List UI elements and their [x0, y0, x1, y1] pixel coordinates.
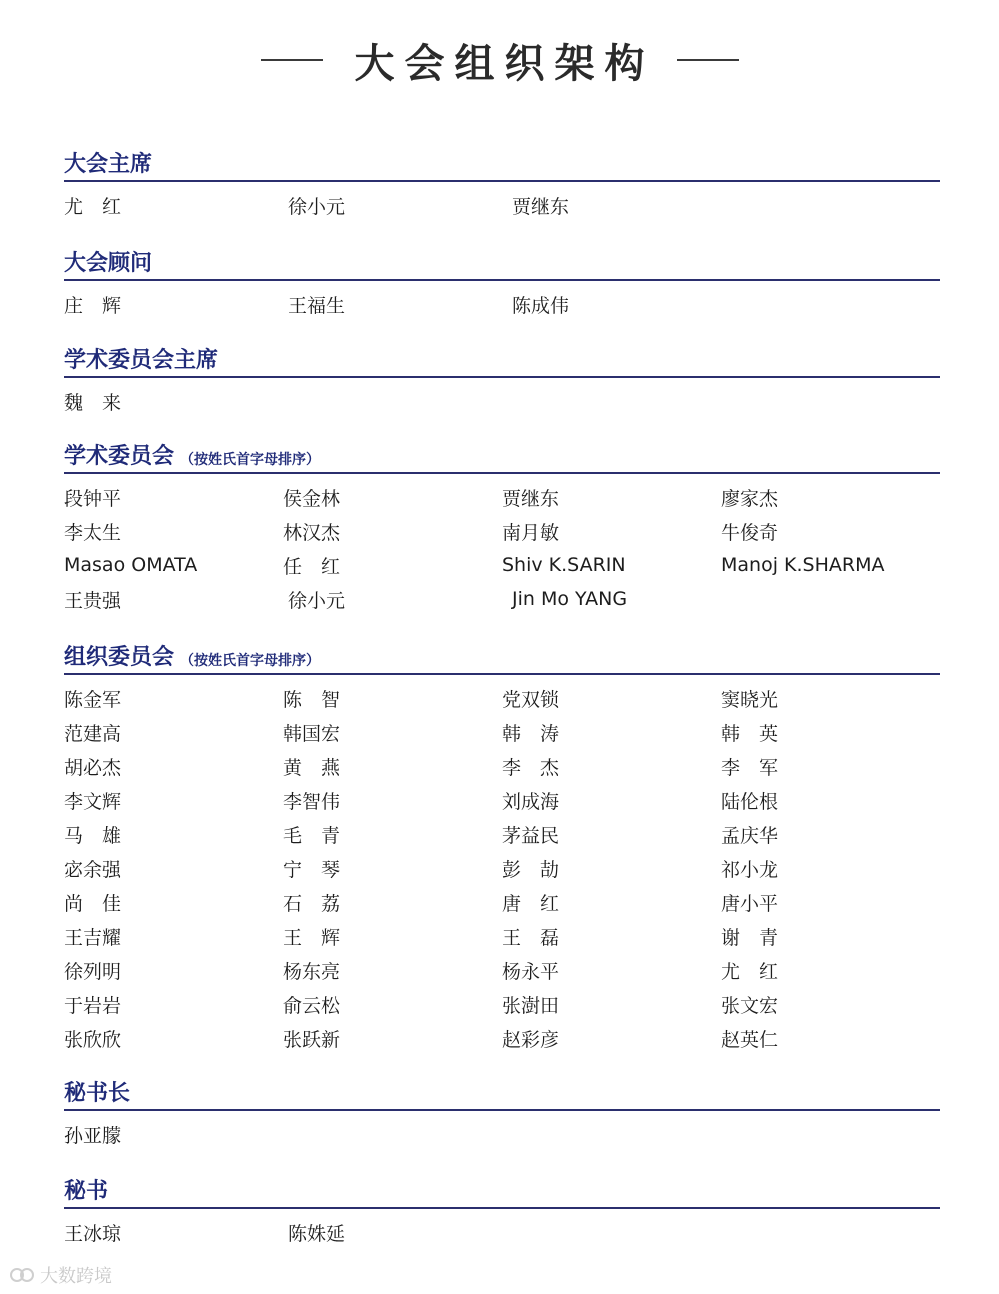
section-header [64, 247, 940, 281]
name-row [64, 851, 940, 885]
member-name: 孙亚朦 [64, 1124, 122, 1147]
member-name: 唐小平 [721, 892, 779, 915]
member-name: 尤 红 [64, 195, 122, 218]
member-name: 魏 来 [64, 391, 122, 414]
section-title: 大会主席 [64, 152, 153, 177]
title-left-rule [261, 59, 323, 61]
section [64, 1175, 940, 1249]
section-title: 组织委员会 [64, 645, 175, 670]
member-name: 徐小元 [288, 589, 346, 612]
member-name: 韩国宏 [283, 722, 341, 745]
section-note: （按姓氏首字母排序） [180, 653, 321, 669]
name-list [64, 1117, 940, 1151]
watermark [10, 1262, 112, 1288]
member-name: 宁 琴 [283, 858, 341, 881]
member-name: 陈 智 [283, 688, 341, 711]
member-name: 李 军 [721, 756, 779, 779]
section-title: 学术委员会 [64, 444, 175, 469]
name-row [64, 1021, 940, 1055]
section [64, 440, 940, 616]
name-row [64, 188, 940, 222]
name-list [64, 681, 940, 1055]
member-name: 张跃新 [283, 1028, 341, 1051]
member-name: 祁小龙 [721, 858, 779, 881]
name-row [64, 817, 940, 851]
section [64, 641, 940, 1055]
watermark-text: 大数跨境 [40, 1266, 112, 1287]
member-name: 王冰琼 [64, 1222, 122, 1245]
member-name: 庄 辉 [64, 294, 122, 317]
name-row [64, 1215, 940, 1249]
member-name: Shiv K.SARIN [502, 554, 626, 576]
member-name: 李太生 [64, 521, 122, 544]
member-name: 宓余强 [64, 858, 122, 881]
member-name: 陈金军 [64, 688, 122, 711]
member-name: 谢 青 [721, 926, 779, 949]
section-title: 大会顾问 [64, 251, 153, 276]
member-name: 李 杰 [502, 756, 560, 779]
section [64, 1077, 940, 1151]
member-name: Jin Mo YANG [512, 588, 628, 610]
member-name: 段钟平 [64, 487, 122, 510]
member-name: 赵彩彦 [502, 1028, 560, 1051]
name-row [64, 783, 940, 817]
member-name: 俞云松 [283, 994, 341, 1017]
section-header [64, 641, 940, 675]
section-note: （按姓氏首字母排序） [180, 452, 321, 468]
member-name: 赵英仁 [721, 1028, 779, 1051]
section-title: 秘书长 [64, 1081, 131, 1106]
name-row [64, 1117, 940, 1151]
member-name: 张欣欣 [64, 1028, 122, 1051]
name-row [64, 987, 940, 1021]
section-header [64, 1175, 940, 1209]
section-title: 学术委员会主席 [64, 348, 219, 373]
section [64, 148, 940, 222]
member-name: 李智伟 [283, 790, 341, 813]
member-name: 刘成海 [502, 790, 560, 813]
member-name: 任 红 [283, 555, 341, 578]
member-name: 杨永平 [502, 960, 560, 983]
member-name: 王贵强 [64, 589, 122, 612]
name-row [64, 384, 940, 418]
member-name: 贾继东 [512, 195, 570, 218]
member-name: 韩 涛 [502, 722, 560, 745]
member-name: 牛俊奇 [721, 521, 779, 544]
name-row [64, 480, 940, 514]
name-list [64, 1215, 940, 1249]
name-list [64, 384, 940, 418]
section-title: 秘书 [64, 1179, 109, 1204]
member-name: 南月敏 [502, 521, 560, 544]
member-name: Manoj K.SHARMA [721, 554, 885, 576]
member-name: 陆伦根 [721, 790, 779, 813]
member-name: 马 雄 [64, 824, 122, 847]
member-name: 孟庆华 [721, 824, 779, 847]
section [64, 344, 940, 418]
member-name: 陈姝延 [288, 1222, 346, 1245]
name-row [64, 919, 940, 953]
name-list [64, 480, 940, 616]
section-header [64, 440, 940, 474]
member-name: 胡必杰 [64, 756, 122, 779]
section-header [64, 148, 940, 182]
member-name: 尤 红 [721, 960, 779, 983]
name-row [64, 953, 940, 987]
name-row [64, 681, 940, 715]
section-header [64, 1077, 940, 1111]
name-list [64, 287, 940, 321]
member-name: 张澍田 [502, 994, 560, 1017]
member-name: 侯金林 [283, 487, 341, 510]
name-row [64, 582, 940, 616]
member-name: 陈成伟 [512, 294, 570, 317]
name-row [64, 885, 940, 919]
member-name: 徐列明 [64, 960, 122, 983]
member-name: 杨东亮 [283, 960, 341, 983]
member-name: 王 辉 [283, 926, 341, 949]
member-name: 石 荔 [283, 892, 341, 915]
name-list [64, 188, 940, 222]
section [64, 247, 940, 321]
name-row [64, 548, 940, 582]
member-name: Masao OMATA [64, 554, 198, 576]
member-name: 毛 青 [283, 824, 341, 847]
member-name: 王福生 [288, 294, 346, 317]
member-name: 徐小元 [288, 195, 346, 218]
member-name: 林汉杰 [283, 521, 341, 544]
member-name: 李文辉 [64, 790, 122, 813]
title-right-rule [677, 59, 739, 61]
member-name: 尚 佳 [64, 892, 122, 915]
member-name: 张文宏 [721, 994, 779, 1017]
member-name: 党双锁 [502, 688, 560, 711]
member-name: 窦晓光 [721, 688, 779, 711]
member-name: 唐 红 [502, 892, 560, 915]
page-title: 大会组织架构 [354, 39, 655, 87]
member-name: 范建高 [64, 722, 122, 745]
member-name: 廖家杰 [721, 487, 779, 510]
name-row [64, 749, 940, 783]
member-name: 于岩岩 [64, 994, 122, 1017]
member-name: 彭 劼 [502, 858, 560, 881]
name-row [64, 715, 940, 749]
member-name: 王 磊 [502, 926, 560, 949]
watermark-logo-icon [10, 1266, 34, 1284]
name-row [64, 287, 940, 321]
page-title-block [0, 30, 999, 90]
member-name: 贾继东 [502, 487, 560, 510]
section-header [64, 344, 940, 378]
member-name: 王吉耀 [64, 926, 122, 949]
member-name: 茅益民 [502, 824, 560, 847]
name-row [64, 514, 940, 548]
member-name: 黄 燕 [283, 756, 341, 779]
member-name: 韩 英 [721, 722, 779, 745]
